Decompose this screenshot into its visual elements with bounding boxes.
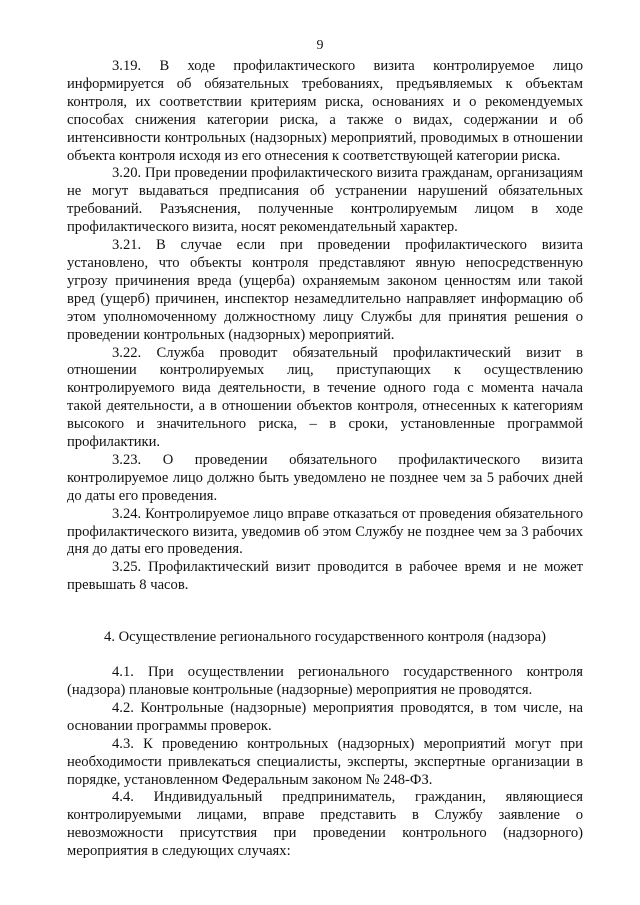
paragraph-4-2: 4.2. Контрольные (надзорные) мероприятия проводятся, в том числе, на основании программы проверок. — [67, 699, 583, 734]
paragraph-3-19: 3.19. В ходе профилактического визита контролируемое лицо информируется об обязательных требованиях, предъявляемых к объектам контроля, их соответствии критериям риска, основаниях и о рекомендуемых способах снижения категории риска, а также о видах, содержании и об интенсивности контрольных (надзорных) мероприятий, проводимых в отношении объекта контроля исходя из его отнесения к соответствующей категории риска. — [67, 58, 583, 164]
paragraph-4-3: 4.3. К проведению контрольных (надзорных) мероприятий могут при необходимости привлекаться специалисты, эксперты, экспертные организации в порядке, установленном Федеральным законом № 248-ФЗ. — [67, 735, 583, 788]
page-number: 9 — [316, 38, 324, 53]
paragraph-3-23: 3.23. О проведении обязательного профилактического визита контролируемое лицо должно быть уведомлено не позднее чем за 5 рабочих дней до даты его проведения. — [67, 451, 583, 504]
paragraph-3-25: 3.25. Профилактический визит проводится в рабочее время и не может превышать 8 часов. — [67, 559, 583, 594]
document-body — [67, 58, 583, 861]
section-heading: 4. Осуществление регионального государственного контроля (надзора) — [104, 629, 546, 646]
paragraph-3-22: 3.22. Служба проводит обязательный профилактический визит в отношении контролируемых лиц, приступающих к осуществлению контролируемого вида деятельности, в течение одного года с момента начала такой деятельности, а в отношении объектов контроля, отнесенных к категориям высокого и значительного риска, – в сроки, установленные программой профилактики. — [67, 344, 583, 451]
paragraph-4-1: 4.1. При осуществлении регионального государственного контроля (надзора) плановые контрольные (надзорные) мероприятия не проводятся. — [67, 664, 583, 698]
paragraph-3-20: 3.20. При проведении профилактического визита гражданам, организациям не могут выдаваться предписания об устранении нарушений обязательных требований. Разъяснения, полученные контролируемым лицом в ходе профилактического визита, носят рекомендательный характер. — [67, 165, 583, 236]
paragraph-3-21: 3.21. В случае если при проведении профилактического визита установлено, что объекты контроля представляют явную непосредственную угрозу причинения вреда (ущерба) охраняемым законом ценностям или такой вред (ущерб) причинен, инспектор незамедлительно направляет информацию об этом уполномоченному должностному лицу Службы для принятия решения о проведении контрольных (надзорных) мероприятий. — [67, 237, 583, 343]
paragraph-3-24: 3.24. Контролируемое лицо вправе отказаться от проведения обязательного профилактического визита, уведомив об этом Службу не позднее чем за 3 рабочих дня до даты его проведения. — [67, 505, 583, 558]
paragraph-4-4: 4.4. Индивидуальный предприниматель, гражданин, являющиеся контролируемыми лицами, вправе представить в Службу заявление о невозможности присутствия при проведении контрольного (надзорного) мероприятия в следующих случаях: — [67, 789, 583, 860]
